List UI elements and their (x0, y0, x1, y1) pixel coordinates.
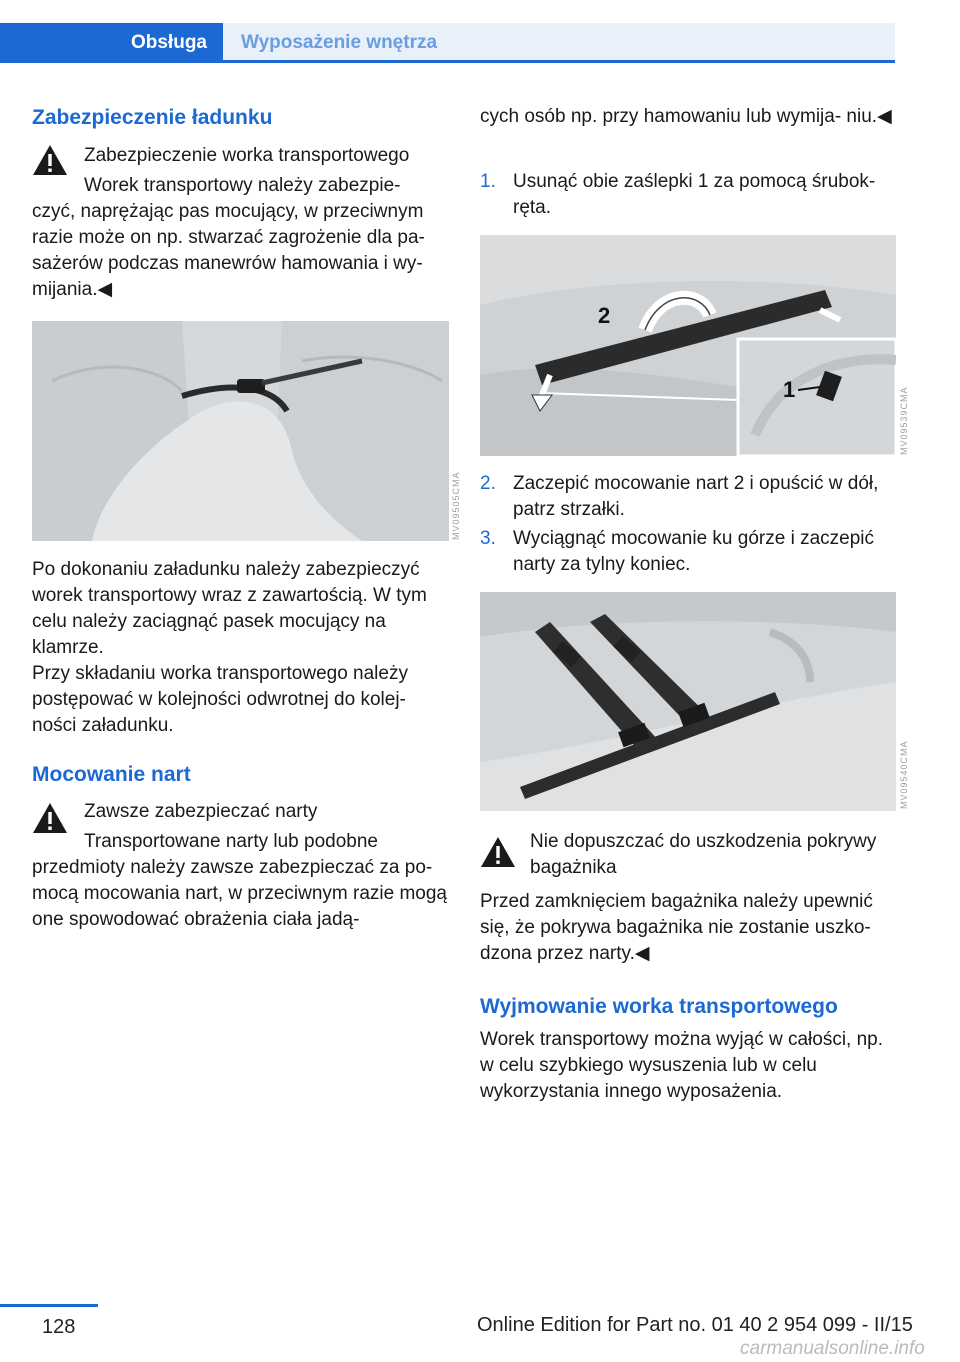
step3-text: Wyciągnąć mocowanie ku górze i zaczepić narty za tylny koniec. (513, 528, 874, 575)
warning1-text: czyć, naprężając pas mocujący, w przeciwnym razie może on np. stwarzać zagrożenie dla pa‐ sażerów podczas manewrów hamowania i wy‐ mijania.◀ (32, 201, 425, 300)
warning-icon (32, 802, 68, 834)
photo1-code: MV09505CMA (451, 471, 461, 540)
step2-text: Zaczepić mocowanie nart 2 i opuścić w dół, patrz strzałki. (513, 473, 879, 520)
photo2-code: MV09539CMA (899, 386, 909, 455)
warning2-line1: Transportowane narty lub podobne (84, 831, 378, 852)
warning2-continuation: cych osób np. przy hamowaniu lub wymija‐ niu.◀ (480, 106, 892, 127)
warning2-title: Zawsze zabezpieczać narty (84, 801, 318, 822)
header-section-tab[interactable]: Obsługa (0, 23, 223, 63)
warning1-title: Zabezpieczenie worka transportowego (84, 145, 410, 166)
heading-ski-mount: Mocowanie nart (32, 763, 191, 786)
step1-text: Usunąć obie zaślepki 1 za pomocą śrubok‐ ręta. (513, 171, 876, 218)
header-underline (223, 60, 895, 63)
warning-icon (32, 144, 68, 176)
photo-skis-attached (480, 592, 896, 811)
paragraph-after-loading: Po dokonaniu załadunku należy zabezpieczyć worek transportowy wraz z zawartością. W tym celu należy zaciągnąć pasek mocujący na klamrze. (32, 559, 427, 658)
heading-remove-bag: Wyjmowanie worka transportowego (480, 995, 838, 1018)
page-number: 128 (42, 1316, 76, 1338)
warning3-title: Nie dopuszczać do uszkodzenia pokrywy bagażnika (530, 831, 877, 878)
step1-number: 1. (480, 171, 496, 192)
page-number-bar (0, 1304, 98, 1307)
step3-number: 3. (480, 528, 496, 549)
header-chapter-tab[interactable]: Wyposażenie wnętrza (223, 23, 895, 63)
watermark-site: carmanualsonline.info (740, 1338, 925, 1359)
paragraph-remove-bag: Worek transportowy można wyjąć w całości, np. w celu szybkiego wysuszenia lub w celu wykorzystania innego wyposażenia. (480, 1029, 884, 1102)
warning-icon (480, 836, 516, 868)
footer-edition: Online Edition for Part no. 01 40 2 954 099 - II/15 (477, 1314, 913, 1336)
warning1-line1: Worek transportowy należy zabezpie‐ (84, 175, 401, 196)
photo2-label-1: 1 (783, 377, 796, 402)
heading-load-securing: Zabezpieczenie ładunku (32, 106, 273, 129)
warning3-text: Przed zamknięciem bagażnika należy upewnić się, że pokrywa bagażnika nie zostanie uszko‐ dzona przez narty.◀ (480, 891, 873, 964)
photo-ski-bag-seat (32, 321, 449, 541)
photo-ski-mount-removal (480, 235, 896, 456)
paragraph-folding: Przy składaniu worka transportowego należy postępować w kolejności odwrotnej do kolej‐ ności załadunku. (32, 663, 408, 736)
step2-number: 2. (480, 473, 496, 494)
photo3-code: MV09540CMA (899, 740, 909, 809)
photo2-label-2: 2 (598, 303, 611, 328)
warning2-text: przedmioty należy zawsze zabezpieczać za po‐ mocą mocowania nart, w przeciwnym razie mogą one spowodować obrażenia ciała jadą‐ (32, 857, 447, 930)
